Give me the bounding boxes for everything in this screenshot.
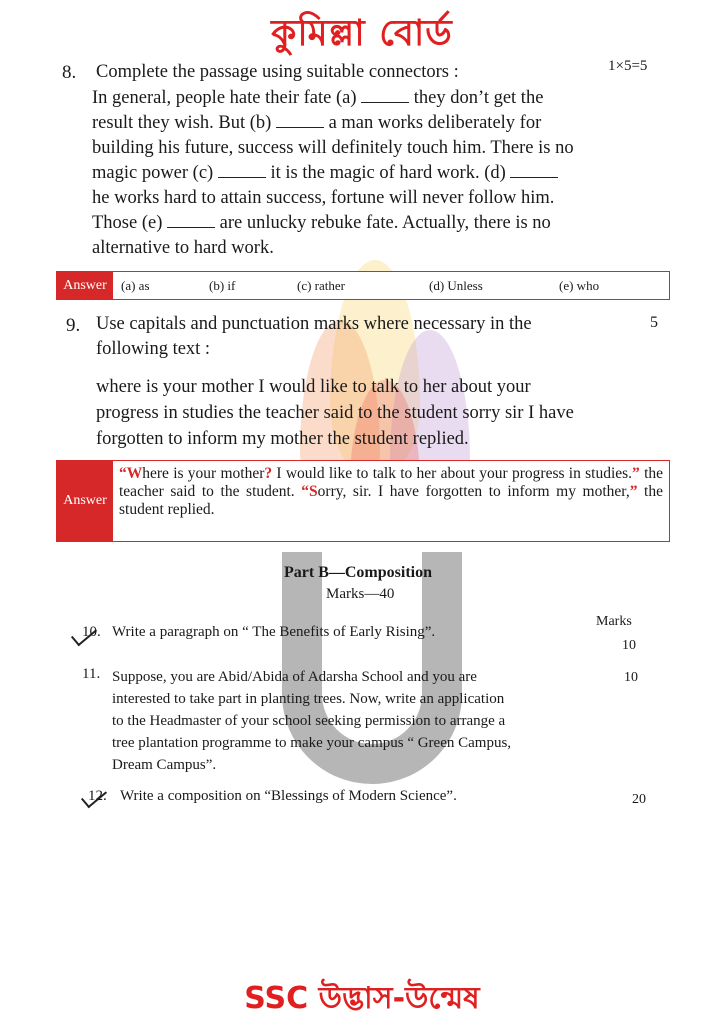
answer-c: (c) rather [297,277,345,293]
q9-answer-text: “Where is your mother? I would like to talk to her about your progress in studies.” the teacher said to the student. “Sorry, sir. I have forgotten to inform my mother,” the student replied. [119,465,664,518]
q11-number: 11. [82,666,101,682]
blank-c [218,163,266,178]
blank-e [167,213,215,228]
q9-instruction: Use capitals and punctuation marks where necessary in the following text : [96,314,532,359]
q11-text: Suppose, you are Abid/Abida of Adarsha School and you are interested to take part in planting trees. Now, write an application to the Headmaster of your school seeking permission to arrange a tree plantation programme to make your campus “ Green Campus, Dream Campus”. [112,669,512,773]
q12-text: Write a composition on “Blessings of Modern Science”. [120,788,457,804]
q10-marks: 10 [622,638,636,653]
blank-b [276,113,324,128]
q8-answer-box [56,271,670,300]
q8-number: 8. [62,62,77,83]
q8-passage: In general, people hate their fate (a) they don’t get the result they wish. But (b) a man works deliberately for building his future, success will definitely touch him. There is no magic power (c) it is the magic of hard work. (d) he works hard to attain success, fortune will never follow him. Those (e) are unlucky rebuke fate. Actually, there is no alternative to hard work. [92,88,574,258]
q10-number: 10. [82,624,101,640]
q12-marks: 20 [632,792,646,807]
q9-answer-box [56,460,670,542]
part-b-title: Part B—Composition [284,564,432,581]
q8-marks: 1×5=5 [608,58,648,74]
footer-brand: SSC উদ্ভাস-উন্মেষ [244,981,480,1016]
answer-d: (d) Unless [429,277,483,293]
q10-text: Write a paragraph on “ The Benefits of Early Rising”. [112,624,436,640]
q9-answer-label: Answer [57,461,113,541]
answer-b: (b) if [209,277,236,293]
blank-d [510,163,558,178]
part-b-marks: Marks—40 [326,586,395,602]
q12-number: 12. [88,788,107,804]
board-title: কুমিল্লা বোর্ড [271,13,453,54]
q8-instruction: Complete the passage using suitable connectors : [96,62,459,82]
marks-header: Marks [596,614,632,629]
q9-text: where is your mother I would like to talk to her about your progress in studies the teacher said to the student sorry sir I have forgotten to inform my mother the student replied. [96,377,574,449]
q9-marks: 5 [650,314,658,331]
q9-number: 9. [66,315,81,336]
q8-answer-label: Answer [57,272,113,299]
answer-e: (e) who [559,277,600,293]
blank-a [361,88,409,103]
q8-answers [113,272,669,299]
answer-a: (a) as [121,277,150,293]
q11-marks: 10 [624,670,638,685]
